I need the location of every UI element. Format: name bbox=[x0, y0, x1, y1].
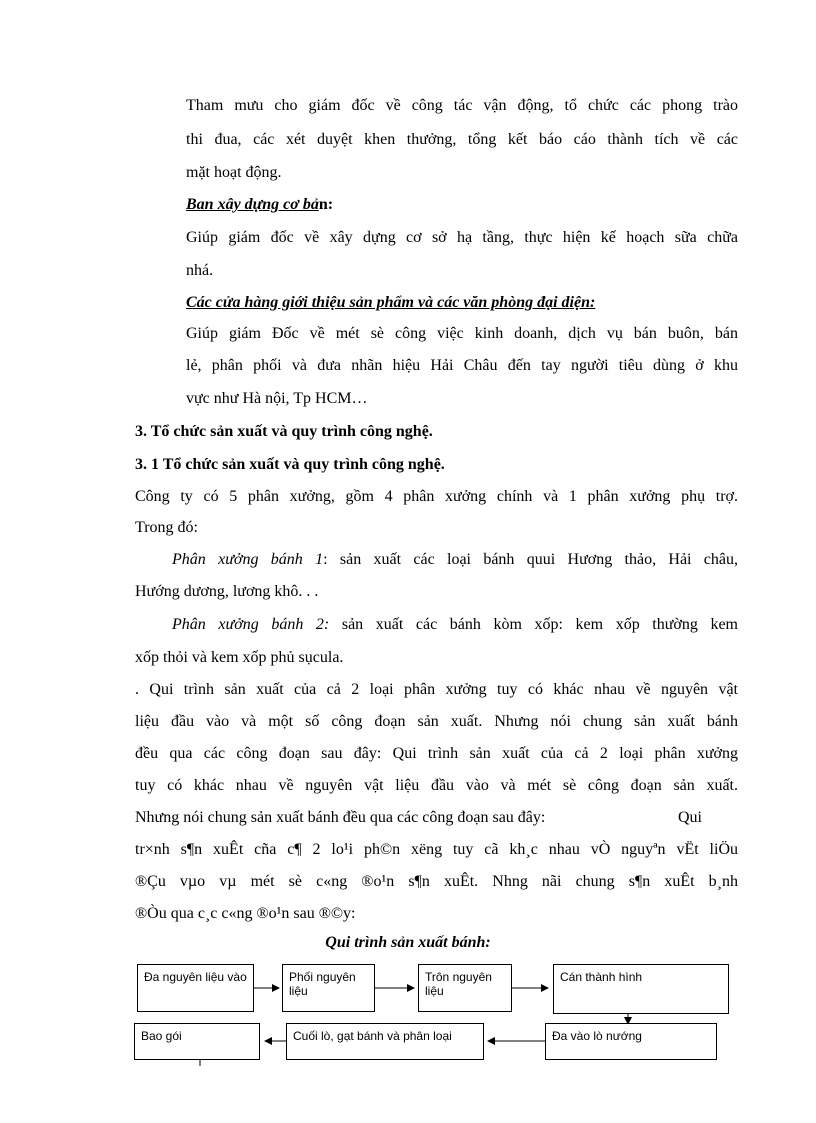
step-baking: Đa vào lò nướng bbox=[545, 1023, 717, 1060]
paragraph-line: thi đua, các xét duyệt khen thưởng, tổng kết báo cáo thành tích về các bbox=[186, 131, 738, 148]
paragraph-line: Giúp giám Đốc về mét sè công việc kinh doanh, dịch vụ bán buôn, bán bbox=[186, 325, 738, 342]
step-packaging: Bao gói bbox=[134, 1023, 260, 1060]
section-build-title-text: Ban xây dựng cơ bả bbox=[186, 196, 319, 213]
paragraph-line: . Qui trình sản xuất của cả 2 loại phân xưởng tuy có khác nhau về nguyên vật bbox=[135, 681, 738, 698]
heading-3: 3. Tổ chức sản xuất và quy trình công nghệ. bbox=[135, 423, 433, 440]
paragraph-line: Nhưng nói chung sản xuất bánh đều qua các công đoạn sau đây: bbox=[135, 809, 546, 826]
step-raw-input: Đa nguyên liệu vào bbox=[137, 964, 254, 1012]
paragraph-line: mặt hoạt động. bbox=[186, 164, 282, 181]
paragraph-line: đều qua các công đoạn sau đây: Qui trình sản xuất của cả 2 loại phân xưởng bbox=[135, 745, 738, 762]
paragraph-line: xốp thỏi và kem xốp phủ sụcula. bbox=[135, 649, 344, 666]
paragraph-line: lẻ, phân phối và đưa nhãn hiệu Hải Châu đến tay người tiêu dùng ở khu bbox=[186, 357, 738, 374]
paragraph-line: nhá. bbox=[186, 262, 214, 279]
paragraph-line: Giúp giám đốc về xây dựng cơ sở hạ tầng, thực hiện kế hoạch sữa chữa bbox=[186, 229, 738, 246]
paragraph-line: ®Òu qua c¸c c«ng ®o¹n sau ®©y: bbox=[135, 905, 356, 922]
workshop-2-label: Phân xưởng bánh 2: bbox=[172, 616, 330, 633]
workshop-1-label: Phân xưởng bánh 1 bbox=[172, 551, 324, 568]
workshop-1-text: : sản xuất các loại bánh quui Hương thảo, Hải châu, bbox=[323, 551, 739, 568]
paragraph-line: ®Çu vµo vµ mét sè c«ng ®o¹n s¶n xuÊt. Nhng nãi chung s¶n xuÊt b¸nh bbox=[135, 873, 738, 890]
step-forming: Cán thành hình bbox=[553, 964, 729, 1014]
paragraph-line: liệu đầu vào và một số công đoạn sản xuất. Nhưng nói chung sản xuất bánh bbox=[135, 713, 738, 730]
paragraph-line: Công ty có 5 phân xưởng, gồm 4 phân xưởng chính và 1 phân xưởng phụ trợ. bbox=[135, 488, 738, 505]
step-mix-ingredients: Phối nguyên liệu bbox=[282, 964, 375, 1012]
paragraph-line: Trong đó: bbox=[135, 519, 198, 536]
step-blend-ingredients: Trôn nguyên liệu bbox=[418, 964, 512, 1012]
paragraph-line: Tham mưu cho giám đốc về công tác vận động, tổ chức các phong trào bbox=[186, 97, 738, 114]
heading-3-1: 3. 1 Tổ chức sản xuất và quy trình công nghệ. bbox=[135, 456, 445, 473]
paragraph-line: Hướng dương, lương khô. . . bbox=[135, 583, 319, 600]
flowchart-title: Qui trình sản xuất bánh: bbox=[325, 934, 491, 951]
paragraph-line: vực như Hà nội, Tp HCM… bbox=[186, 390, 368, 407]
paragraph-tail: Qui bbox=[678, 809, 702, 826]
section-build-title-suffix: n: bbox=[318, 196, 334, 213]
workshop-2-text: sản xuất các bánh kòm xốp: kem xốp thường kem bbox=[329, 616, 739, 633]
paragraph-line: tuy có khác nhau về nguyên vật liệu đầu vào và mét sè công đoạn sản xuất. bbox=[135, 777, 738, 794]
step-cooling-sorting: Cuối lò, gạt bánh và phân loại bbox=[286, 1023, 484, 1060]
paragraph-line: tr×nh s¶n xuÊt cña c¶ 2 lo¹i ph©n xëng tuy cã kh¸c nhau vÒ nguyªn vËt liÖu bbox=[135, 841, 738, 858]
section-stores-title: Các cửa hàng giới thiệu sản phẩm và các văn phòng đại diện: bbox=[186, 294, 596, 311]
